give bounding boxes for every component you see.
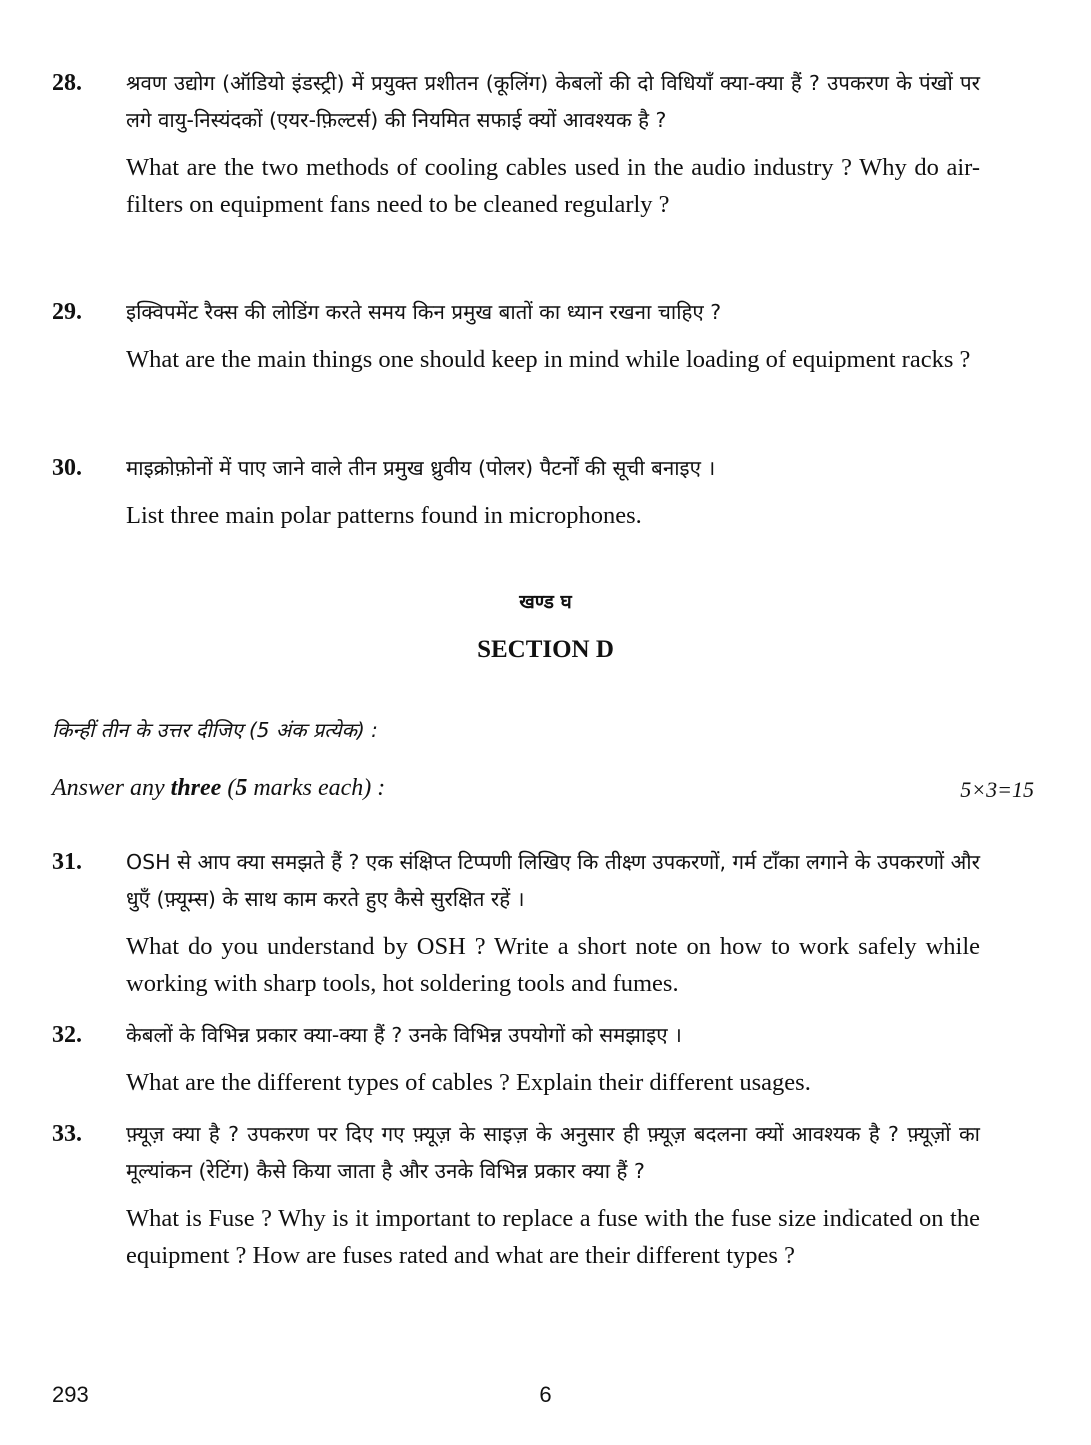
question-number: 31. (52, 849, 82, 875)
question-number: 28. (52, 70, 82, 96)
instruction-emphasis: 5 (235, 775, 248, 801)
question-body (126, 1116, 980, 1274)
instruction-hindi: किन्हीं तीन के उत्तर दीजिए (5 अंक प्रत्येक) : (52, 718, 378, 742)
question-body (126, 65, 980, 223)
question-english-text: What are the different types of cables ? Explain their different usages. (126, 1069, 811, 1096)
question-number: 32. (52, 1022, 82, 1048)
question-number: 29. (52, 299, 82, 325)
question-hindi-text: फ़्यूज़ क्या है ? उपकरण पर दिए गए फ़्यूज़ के साइज़ के अनुसार ही फ़्यूज़ बदलना क्यों आवश्यक है ? फ़्यूज़ों का मूल्यांकन (रेटिंग) कैसे किया जाता है और उनके विभिन्न प्रकार क्या हैं ? (126, 1122, 980, 1183)
question-hindi-text: OSH से आप क्या समझते हैं ? एक संक्षिप्त टिप्पणी लिखिए कि तीक्ष्ण उपकरणों, गर्म टाँका लगाने के उपकरणों और धुएँ (फ़्यूम्स) के साथ काम करते हुए कैसे सुरक्षित रहें । (126, 850, 980, 911)
section-title-hindi: खण्ड घ (519, 591, 572, 613)
instruction-emphasis: three (170, 775, 222, 801)
question-body (126, 844, 980, 1002)
question-english-text: What is Fuse ? Why is it important to replace a fuse with the fuse size indicated on the equipment ? How are fuses rated and what are their different types ? (126, 1205, 980, 1269)
instruction-text: Answer any (52, 775, 171, 801)
question-english-text: List three main polar patterns found in microphones. (126, 502, 642, 529)
question-english-text: What are the two methods of cooling cables used in the audio industry ? Why do air-filters on equipment fans need to be cleaned regularly ? (126, 154, 980, 218)
question-english-text: What do you understand by OSH ? Write a short note on how to work safely while working with sharp tools, hot soldering tools and fumes. (126, 933, 980, 997)
marks-total: 5×3=15 (960, 777, 1034, 802)
question-body (126, 450, 980, 534)
question-number: 33. (52, 1121, 82, 1147)
instruction-text: ( (221, 775, 236, 801)
instruction-text: marks each) : (247, 775, 386, 801)
paper-code: 293 (52, 1382, 89, 1407)
question-hindi-text: इक्विपमेंट रैक्स की लोडिंग करते समय किन प्रमुख बातों का ध्यान रखना चाहिए ? (126, 300, 722, 324)
question-number: 30. (52, 455, 82, 481)
question-english-text: What are the main things one should keep in mind while loading of equipment racks ? (126, 346, 971, 373)
question-hindi-text: श्रवण उद्योग (ऑडियो इंडस्ट्री) में प्रयुक्त प्रशीतन (कूलिंग) केबलों की दो विधियाँ क्या-क्या हैं ? उपकरण के पंखों पर लगे वायु-निस्यंदकों (एयर-फ़िल्टर्स) की नियमित सफाई क्यों आवश्यक है ? (126, 71, 980, 132)
page-number: 6 (539, 1382, 552, 1407)
question-body (126, 294, 980, 378)
section-title-english: SECTION D (477, 636, 614, 663)
instruction-english (52, 775, 385, 802)
question-hindi-text: माइक्रोफ़ोनों में पाए जाने वाले तीन प्रमुख ध्रुवीय (पोलर) पैटर्नों की सूची बनाइए । (126, 456, 716, 480)
question-body (126, 1017, 980, 1101)
question-hindi-text: केबलों के विभिन्न प्रकार क्या-क्या हैं ? उनके विभिन्न उपयोगों को समझाइए । (126, 1023, 682, 1047)
